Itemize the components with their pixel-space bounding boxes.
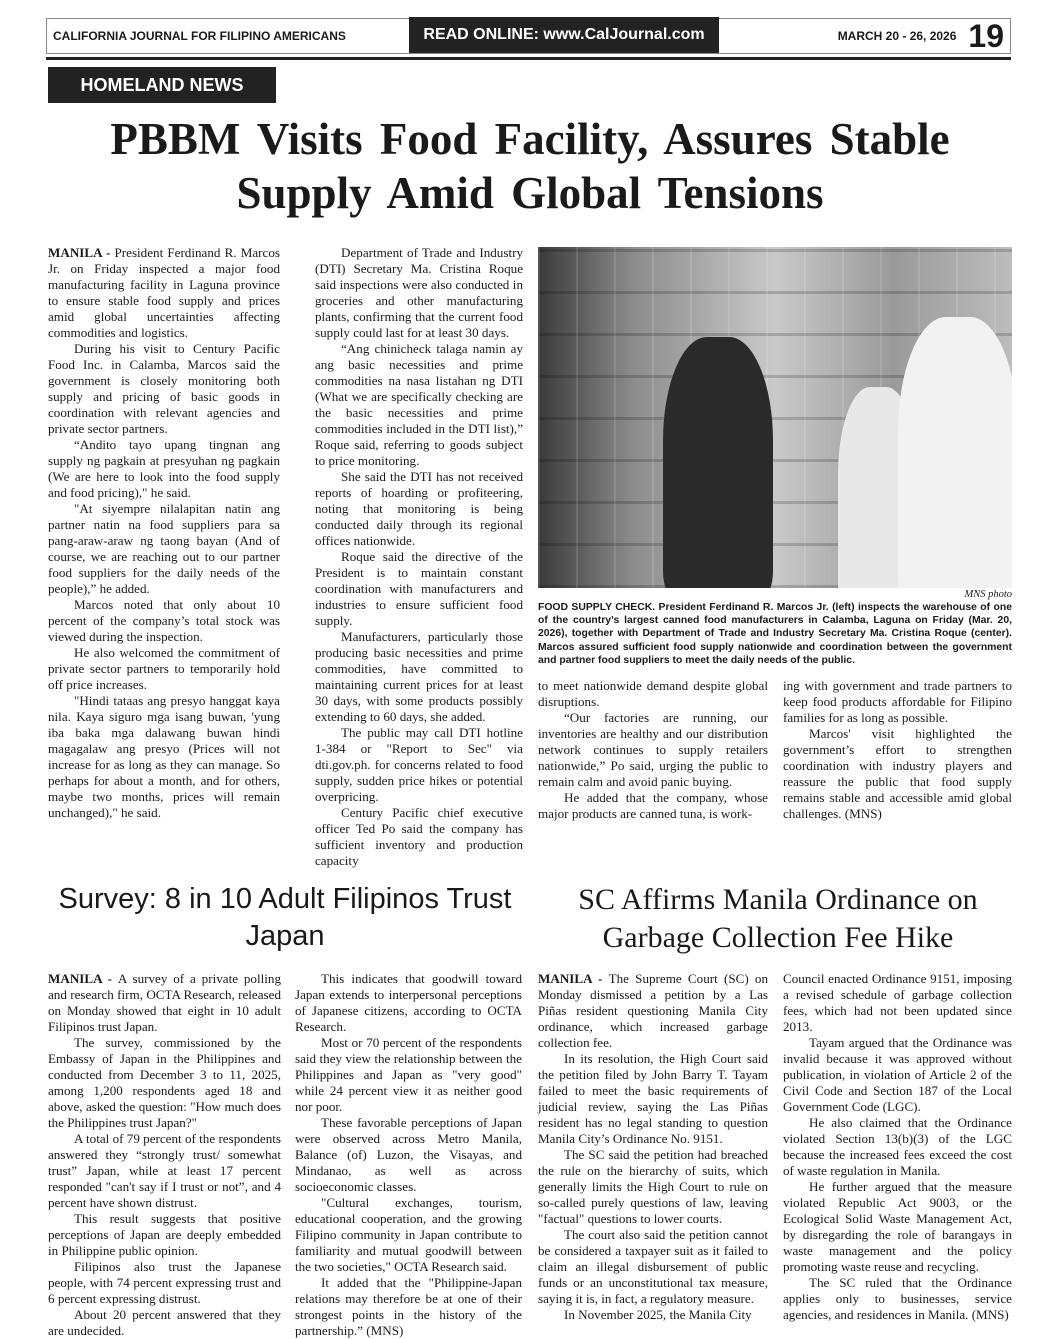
paragraph: “Andito tayo upang tingnan ang supply ng pagkain at presyuhan ng pagkain (We are here to look into the food supply and food pricing)," he said. [48, 437, 280, 500]
paragraph: “Ang chinicheck talaga namin ay ang basic necessities and prime commodities na nasa listahan ng DTI (What we are specifically checking are the basic necessities and prime commodities included in the DTI list),” Roque said, referring to goods subject to price monitoring. [315, 341, 523, 468]
photo-figure-marcos [663, 337, 773, 588]
paragraph: "At siyempre nilalapitan natin ang partner natin na food suppliers para sa pang-araw-araw ng taong bayan (And of course, we are reaching out to our partner food suppliers for the daily needs of the people),” he added. [48, 501, 280, 596]
paragraph: He added that the company, whose major products are canned tuna, is work- [538, 790, 768, 822]
paragraph: Roque said the directive of the President is to maintain constant coordination with manufacturers and industries to ensure sufficient food supply. [315, 549, 523, 628]
paragraph: Century Pacific chief executive officer Ted Po said the company has sufficient inventory and production capacity [315, 805, 523, 868]
article3-column-1 [538, 971, 768, 1323]
issue-date: MARCH 20 - 26, 2026 [837, 29, 957, 43]
publication-name: CALIFORNIA JOURNAL FOR FILIPINO AMERICANS [53, 29, 346, 43]
paragraph: Council enacted Ordinance 9151, imposing a revised schedule of garbage collection fees, which had not been updated since 2013. [783, 971, 1012, 1034]
paragraph: About 20 percent answered that they are undecided. [48, 1307, 281, 1338]
paragraph: Marcos noted that only about 10 percent of the company’s total stock was viewed during the inspection. [48, 597, 280, 644]
paragraph: ing with government and trade partners to keep food products affordable for Filipino families for as long as possible. [783, 678, 1012, 726]
paragraph [48, 245, 280, 341]
read-online-link[interactable]: READ ONLINE: www.CalJournal.com [409, 17, 719, 53]
paragraph: In November 2025, the Manila City [564, 1307, 752, 1322]
article2-column-2 [295, 971, 522, 1339]
paragraph: Tayam argued that the Ordinance was invalid because it was approved without publication, in violation of Article 2 of the Civil Code and Section 187 of the Local Government Code (LGC). [783, 1035, 1012, 1114]
paragraph: This result suggests that positive perceptions of Japan are deeply embedded in Philippine public opinion. [48, 1211, 281, 1258]
paragraph: "Hindi tataas ang presyo hanggat kaya nila. Kaya siguro mga isang buwan, 'yung iba baka mga dalawang buwan hindi magagalaw ang presyo (Prices will not increase for as long as they can manage. So perhaps for about a month, and for others, maybe two months, prices will remain unchanged)," he said. [48, 693, 280, 820]
lead-text: A survey of a private polling and research firm, OCTA Research, released on Monday showed that eight in 10 adult Filipinos trust Japan. [48, 971, 281, 1034]
photo-credit: MNS photo [964, 589, 1012, 600]
paragraph: Filipinos also trust the Japanese people, with 74 percent expressing trust and 6 percent expressing distrust. [48, 1259, 281, 1306]
dateline: MANILA - [48, 971, 118, 986]
paragraph: to meet nationwide demand despite global disruptions. [538, 678, 768, 710]
paragraph: A total of 79 percent of the respondents answered they “strongly trust/ somewhat trust” Japan, while at least 17 percent responded "can't say if I trust or not”, and 4 percent have shown distrust. [48, 1131, 281, 1210]
article1-column-1 [48, 245, 280, 821]
paragraph: Manufacturers, particularly those producing basic necessities and prime commodities, have committed to maintaining current prices for at least 30 days, with some products possibly extending to 60 days, she added. [315, 629, 523, 724]
lower-headlines [48, 881, 1012, 957]
paragraph: “Our factories are running, our inventories are healthy and our distribution network continues to supply retailers nationwide,” Po said, urging the public to remain calm and avoid panic buying. [538, 710, 768, 790]
article1 [48, 245, 1012, 869]
paragraph: "Cultural exchanges, tourism, educational cooperation, and the growing Filipino community in Japan contribute to familiarity and mutual goodwill between the two societies," OCTA Research said. [295, 1195, 522, 1274]
paragraph: The SC said the petition had breached the rule on the hierarchy of suits, which generally limits the High Court to rule on so-called purely questions of law, leaving "factual" questions to lower courts. [538, 1147, 768, 1226]
paragraph: He also claimed that the Ordinance violated Section 13(b)(3) of the LGC because the increased fees exceed the cost of waste regulation in Manila. [783, 1115, 1012, 1178]
paragraph: This indicates that goodwill toward Japan extends to interpersonal perceptions of Japanese citizens, according to OCTA Research. [295, 971, 522, 1034]
article1-column-4 [783, 678, 1012, 822]
paragraph: These favorable perceptions of Japan were observed across Metro Manila, Balance (of) Luzon, the Visayas, and Mindanao, as well as across socioeconomic classes. [295, 1115, 522, 1194]
article1-column-3 [538, 678, 768, 822]
photo-caption: FOOD SUPPLY CHECK. President Ferdinand R. Marcos Jr. (left) inspects the warehouse of one of the country’s largest canned food manufacturers in Calamba, Laguna on Friday (Mar. 20, 2026), together with Department of Trade and Industry Secretary Ma. Cristina Roque (center). Marcos assured sufficient food supply nationwide and coordination between the government and partner food suppliers to meet the daily needs of the public. [538, 602, 1012, 666]
paragraph [538, 971, 768, 1051]
paragraph: Most or 70 percent of the respondents said they view the relationship between the Philippines and Japan as "very good" while 24 percent view it as neither good nor poor. [295, 1035, 522, 1114]
paragraph: He further argued that the measure violated Republic Act 9003, or the Ecological Solid Waste Management Act, by disregarding the role of barangays in waste management and the policy promoting waste reuse and recycling. [783, 1179, 1012, 1274]
article2-column-1 [48, 971, 281, 1339]
paragraph [48, 971, 281, 1035]
paragraph: She said the DTI has not received reports of hoarding or profiteering, noting that monitoring is being conducted daily through its regional offices nationwide. [315, 469, 523, 548]
paragraph: It added that the "Philippine-Japan relations may therefore be at one of their strongest points in the history of the partnership.” (MNS) [295, 1275, 522, 1338]
dateline: MANILA - [48, 245, 115, 260]
article3-column-2 [783, 971, 1012, 1323]
paragraph: The public may call DTI hotline 1-384 or "Report to Sec" via dti.gov.ph. for concerns related to food supply, sudden price hikes or potential overpricing. [315, 725, 523, 804]
section-label: HOMELAND NEWS [48, 67, 276, 103]
paragraph: In its resolution, the High Court said the petition filed by John Barry T. Tayam failed to meet the basic requirements of judicial review, saying the Las Piñas resident has no legal standing to question Manila City’s Ordinance No. 9151. [538, 1051, 768, 1146]
lead-text: The Supreme Court (SC) on Monday dismissed a petition by a Las Piñas resident questioning Manila City ordinance, which increased garbage collection fee. [538, 971, 768, 1050]
dateline: MANILA - [538, 971, 609, 986]
paragraph: The court also said the petition cannot be considered a taxpayer suit as it failed to claim an illegal disbursement of public funds or an unconstitutional tax measure, saying it is, in fact, a regulatory measure. [538, 1227, 768, 1306]
paragraph: The survey, commissioned by the Embassy of Japan in the Philippines and conducted from December 3 to 11, 2025, among 1,200 respondents aged 18 and above, asked the question: "How much does the Philippines trust Japan?" [48, 1035, 281, 1130]
article1-headline: PBBM Visits Food Facility, Assures Stable Supply Amid Global Tensions [110, 114, 950, 218]
paragraph: Department of Trade and Industry (DTI) Secretary Ma. Cristina Roque said inspections were also conducted in groceries and other manufacturing plants, confirming that the current food supply could last for at least 30 days. [315, 245, 523, 340]
paragraph: Marcos' visit highlighted the government’s effort to strengthen coordination with industry players and reassure the public that food supply remains stable and accessible amid global challenges. (MNS) [783, 726, 1012, 822]
page-header [46, 18, 1011, 54]
header-rule [46, 57, 1011, 60]
lower-articles [48, 971, 1012, 1339]
paragraph: He also welcomed the commitment of private sector partners to temporarily hold off price increases. [48, 645, 280, 692]
paragraph: The SC ruled that the Ordinance applies only to businesses, service agencies, and residences in Manila. (MNS) [783, 1275, 1012, 1322]
article2-headline: Survey: 8 in 10 Adult Filipinos Trust Japan [58, 883, 512, 952]
page-number: 19 [968, 18, 1004, 54]
page-content [48, 112, 1012, 1339]
article1-photo-block [538, 245, 1012, 822]
lead-text: President Ferdinand R. Marcos Jr. on Friday inspected a major food manufacturing facility in Laguna province to ensure stable food supply and prices amid global uncertainties affecting commodities and logistics. [48, 245, 280, 340]
article1-photo [538, 247, 1012, 588]
article3-headline: SC Affirms Manila Ordinance on Garbage Collection Fee Hike [578, 883, 978, 954]
article1-column-2 [315, 245, 523, 869]
paragraph: During his visit to Century Pacific Food Inc. in Calamba, Marcos said the government is closely monitoring both supply and pricing of basic goods in coordination with relevant agencies and private sector partners. [48, 341, 280, 436]
photo-figure-po [898, 317, 1012, 588]
